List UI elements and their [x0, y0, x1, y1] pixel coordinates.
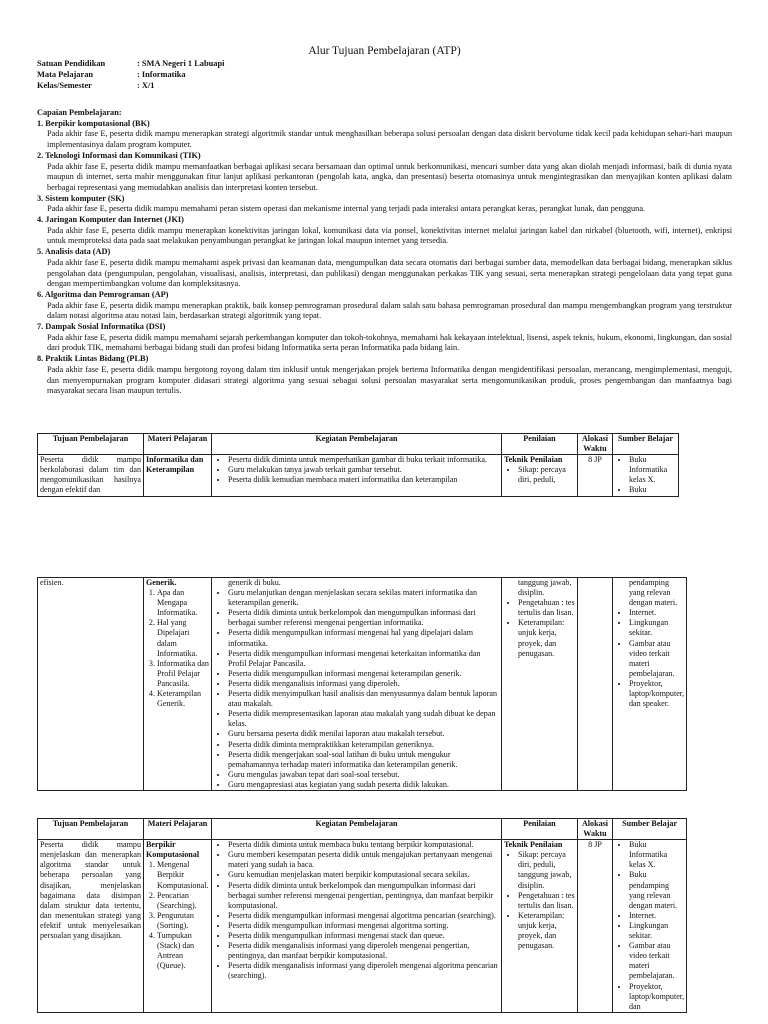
penilaian-heading: Teknik Penilaian [504, 455, 563, 465]
col-header-materi: Materi Pelajaran [144, 434, 212, 455]
list-item: • Peserta didik diminta untuk berkelompok dan mengumpulkan informasi dari berbagai sumber referensi mengenai pengertian informatika. [228, 608, 499, 628]
meta-row [37, 58, 224, 69]
list-item: 2. Pencarian (Searching). [157, 891, 209, 911]
alokasi-cell: 8 JP [578, 455, 613, 496]
list-item: 3. Pengurutan (Sorting). [157, 911, 209, 931]
capaian-item-title: 5. Analisis data (AD) [37, 247, 111, 257]
capaian-item-title: 4. Jaringan Komputer dan Internet (JKI) [37, 215, 184, 225]
list-item: • Peserta didik mempresentasikan laporan atau makalah yang sudah dibuat ke depan kelas. [228, 709, 499, 729]
sumber-cell [613, 578, 687, 791]
capaian-item-desc: Pada akhir fase E, peserta didik mampu memahami aspek privasi dan keamanan data, mengumpulkan data secara otomatis dari berbagai sumber data, memodelkan data berbagai bidang, menerapkan siklus pengolahan data (pengumpulan, pengolahan, visualisasi, analisis, interpretasi, dan publikasi) dengan menggunakan perkakas TIK yang sesuai, serta menerapkan strategi pengelolaan data yang tepat guna dengan mempertimbangkan volume dan kompleksitasnya. [47, 257, 732, 289]
tujuan-cell: Peserta didik mampu menjelaskan dan menerapkan algoritma standar untuk beberapa persoalan yang disajikan, menjelaskan bagaimana data disimpan dalam struktur data tertentu, dan menentukan strategi yang efektif untuk menyelesaikan persoalan yang disajikan. [38, 840, 144, 1013]
kegiatan-cell [212, 840, 502, 1013]
penilaian-heading: Teknik Penilaian [504, 840, 563, 850]
list-item: 4. Tumpukan (Stack) dan Antrean (Queue). [157, 931, 209, 971]
capaian-item-title: 8. Praktik Lintas Bidang (PLB) [37, 354, 149, 364]
capaian-item-desc: Pada akhir fase E, peserta didik mampu menerapkan konektivitas jaringan lokal, komunikasi data via ponsel, konektivitas internet melalui jaringan kabel dan nirkabel (bluetooth, wifi, internet), enkripsi untuk memproteksi data pada saat melakukan penyambungan perangkat ke jaringan lokal maupun internet yang tersedia. [47, 225, 732, 246]
meta-label: Kelas/Semester [37, 81, 92, 90]
capaian-item-title: 1. Berpikir komputasional (BK) [37, 118, 150, 128]
materi-heading: Berpikir Komputasional [146, 840, 200, 860]
list-item: • Peserta didik diminta mempraktikkan keterampilan generiknya. [228, 740, 499, 750]
meta-row [37, 69, 224, 80]
list-item: • Keterampilan: unjuk kerja, proyek, dan penugasan. [518, 618, 575, 658]
meta-value: : SMA Negeri 1 Labuapi [137, 59, 225, 68]
meta-label: Mata Pelajaran [37, 70, 94, 79]
list-item: • Peserta didik diminta untuk berkelompok dan mengumpulkan informasi dari berbagai sumber referensi mengenai pengertian, pentingnya, dan manfaat berpikir komputasional. [228, 881, 499, 911]
penilaian-cell [502, 578, 578, 791]
list-item: • Peserta didik menyimpulkan hasil analisis dan menyusunnya dalam bentuk laporan atau makalah. [228, 689, 499, 709]
col-header-tujuan: Tujuan Pembelajaran [38, 819, 144, 840]
list-item: • Peserta didik mengumpulkan informasi mengenai algoritma sorting. [228, 921, 499, 931]
list-item: 1. Mengenal Berpikir Komputasional. [157, 860, 209, 890]
list-item: • Peserta didik mengumpulkan informasi mengenai hal yang dipelajari dalam informatika. [228, 628, 499, 648]
list-item: • Guru memberi kesempatan peserta didik untuk mengajukan pertanyaan mengenai materi yang sudah ia baca. [228, 850, 499, 870]
col-header-penilaian: Penilaian [502, 434, 578, 455]
capaian-item-title: 7. Dampak Sosial Informatika (DSI) [37, 322, 166, 332]
col-header-tujuan: Tujuan Pembelajaran [38, 434, 144, 455]
capaian-item-desc: Pada akhir fase E, peserta didik mampu memahami peran sistem operasi dan mekanisme internal yang terjadi pada interaksi antara perangkat keras, perangkat lunak, dan pengguna. [47, 204, 646, 214]
penilaian-cell [502, 455, 578, 496]
col-header-alokasi: Alokasi Waktu [578, 819, 613, 840]
col-header-materi: Materi Pelajaran [144, 819, 212, 840]
col-header-sumber: Sumber Belajar [613, 434, 679, 455]
col-header-kegiatan: Kegiatan Pembelajaran [212, 819, 502, 840]
list-item: • Guru melanjutkan dengan menjelaskan secara sekilas materi informatika dan keterampilan generik. [228, 588, 499, 608]
col-header-sumber: Sumber Belajar [613, 819, 687, 840]
list-item: • Guru melakukan tanya jawab terkait gambar tersebut. [228, 465, 499, 475]
list-item: • Keterampilan: unjuk kerja, proyek, dan penugasan. [518, 911, 575, 951]
list-item: • Peserta didik mengumpulkan informasi mengenai stack dan queue. [228, 931, 499, 941]
list-item: • Peserta didik mengumpulkan informasi mengenai algoritma pencarian (searching). [228, 911, 499, 921]
meta-value: : X/1 [137, 81, 155, 90]
capaian-item-desc: Pada akhir fase E, peserta didik mampu menerapkan praktik, baik konsep pemrograman prosedural dalam salah satu bahasa pemrograman prosedural dan mampu mengembangkan program yang terstruktur dalam notasi algoritma atau notasi lain, berdasarkan strategi algoritmik yang tepat. [47, 300, 732, 321]
list-item: • Pengetahuan : tes tertulis dan lisan. [518, 891, 575, 911]
sumber-continuation: pendamping yang relevan dengan materi. [629, 578, 678, 608]
list-item: • Pengetahuan : tes tertulis dan lisan. [518, 598, 575, 618]
list-item: • Proyektor, laptop/komputer, dan speaker. [629, 679, 684, 709]
kegiatan-cell [212, 455, 502, 496]
col-header-penilaian: Penilaian [502, 819, 578, 840]
capaian-item-desc: Pada akhir fase E, peserta didik mampu menerapkan strategi algoritmik standar untuk menghasilkan beberapa solusi persoalan dengan data diskrit bervolume tidak kecil pada kehidupan sehari-hari maupun implementasinya dalam program komputer. [47, 129, 732, 150]
capaian-item-desc: Pada akhir fase E, peserta didik mampu bergotong royong dalam tim inklusif untuk mengerjakan projek bertema Informatika dengan mengidentifikasi persoalan, merancang, mengimplementasi, menguji, dan menyempurnakan program komputer didasari strategi algoritma yang sesuai sebagai solusi persoalan masyarakat serta mengomunikasikan produk, proses pengembangan dan manfaatnya bagi masyarakat secara lisan maupun tertulis. [47, 364, 732, 396]
materi-heading: Generik. [146, 578, 177, 587]
sumber-cell [613, 455, 679, 496]
table-header-row [38, 434, 679, 455]
capaian-pembelajaran [37, 108, 732, 397]
meta-label: Satuan Pendidikan [37, 59, 106, 68]
penilaian-cell [502, 840, 578, 1013]
tujuan-cell: Peserta didik mampu berkolaborasi dalam tim dan mengomunikasikan hasilnya dengan efektif dan [38, 455, 144, 496]
list-item: • Sikap: percaya diri, peduli, tanggung jawab, disiplin. [518, 850, 575, 890]
capaian-item-title: 6. Algoritma dan Pemrograman (AP) [37, 289, 169, 299]
list-item: • Peserta didik menganalisis informasi yang diperoleh mengenai algoritma pencarian (searching). [228, 961, 499, 981]
list-item: • Internet. [629, 608, 684, 618]
capaian-item-title: 2. Teknologi Informasi dan Komunikasi (TIK) [37, 150, 201, 160]
document-title: Alur Tujuan Pembelajaran (ATP) [308, 45, 461, 57]
col-header-kegiatan: Kegiatan Pembelajaran [212, 434, 502, 455]
list-item: • Guru kemudian menjelaskan materi berpikir komputasional secara sekilas. [228, 870, 499, 880]
list-item: 3. Informatika dan Profil Pelajar Pancasila. [157, 659, 209, 689]
kegiatan-cell [212, 578, 502, 791]
list-item: • Peserta didik kemudian membaca materi informatika dan keterampilan [228, 475, 499, 485]
table-row [38, 840, 687, 1013]
materi-cell: Informatika dan Keterampilan [144, 455, 212, 496]
list-item: 1. Apa dan Mengapa Informatika. [157, 588, 209, 618]
list-item: • Peserta didik diminta untuk membaca buku tentang berpikir komputasional. [228, 840, 499, 850]
capaian-item-desc: Pada akhir fase E, peserta didik mampu memahami sejarah perkembangan komputer dan tokoh-tokohnya, memahami hak kekayaan intelektual, lisensi, aspek teknis, hukum, ekonomi, lingkungan, dan sosial dari produk TIK, memahami berbagai bidang studi dan profesi bidang Informatika serta peran Informatika pada bidang lain. [47, 332, 732, 353]
list-item: • Guru mengapresiasi atas kegiatan yang sudah peserta didik lakukan. [228, 780, 499, 790]
list-item: • Guru bersama peserta didik menilai laporan atau makalah tersebut. [228, 729, 499, 739]
capaian-heading: Capaian Pembelajaran: [37, 108, 122, 117]
list-item: • Buku Informatika kelas X. [629, 840, 684, 870]
alokasi-cell: 8 JP [578, 840, 613, 1013]
penilaian-continuation: tanggung jawab, disiplin. [518, 578, 572, 598]
tujuan-cell: efisien. [38, 578, 144, 791]
table-row [38, 578, 687, 791]
meta-value: : Informatika [137, 70, 186, 79]
list-item: • Guru mengulas jawaban tepat dari soal-soal tersebut. [228, 770, 499, 780]
kegiatan-continuation: generik di buku. [228, 578, 281, 587]
capaian-item-title: 3. Sistem komputer (SK) [37, 193, 125, 203]
atp-table-2 [37, 577, 687, 791]
meta-row [37, 80, 224, 91]
table-row [38, 455, 679, 496]
list-item: • Sikap: percaya diri, peduli, [518, 465, 575, 485]
list-item: • Internet. [629, 911, 684, 921]
list-item: • Lingkungan sekitar. [629, 921, 684, 941]
list-item: • Peserta didik mengumpulkan informasi mengenai keterampilan generik. [228, 669, 499, 679]
list-item: • Peserta didik mengerjakan soal-soal latihan di buku untuk mengukur pemahamannya terhadap materi informatika dan keterampilan generik. [228, 750, 499, 770]
list-item: • Buku pendamping yang relevan dengan materi. [629, 870, 684, 910]
atp-table-1 [37, 433, 679, 497]
list-item: 2. Hal yang Dipelajari dalam Informatika. [157, 618, 209, 658]
list-item: • Peserta didik menganalisis informasi yang diperoleh. [228, 679, 499, 689]
list-item: • Buku Informatika kelas X. [629, 455, 676, 485]
atp-table-3 [37, 818, 687, 1013]
table-header-row [38, 819, 687, 840]
materi-cell [144, 840, 212, 1013]
list-item: • Gambar atau video terkait materi pembelajaran. [629, 639, 684, 679]
sumber-cell [613, 840, 687, 1013]
list-item: • Gambar atau video terkait materi pembelajaran. [629, 941, 684, 981]
alokasi-cell [578, 578, 613, 791]
list-item: 4. Keterampilan Generik. [157, 689, 209, 709]
list-item: • Lingkungan sekitar. [629, 618, 684, 638]
list-item: • Peserta didik mengumpulkan informasi mengenai keterkaitan informatika dan Profil Pelajar Pancasila. [228, 649, 499, 669]
list-item: • Buku [629, 485, 676, 495]
materi-cell [144, 578, 212, 791]
list-item: • Peserta didik diminta untuk memperhatikan gambar di buku terkait informatika. [228, 455, 499, 465]
capaian-item-desc: Pada akhir fase E, peserta didik mampu memanfaatkan berbagai aplikasi secara bersamaan dan optimal untuk berkomunikasi, mencari sumber data yang akan diolah menjadi informasi, baik di dunia nyata maupun di internet, serta mahir menggunakan fitur lanjut aplikasi perkantoran (pengolah kata, angka, dan presentasi) beserta otomasinya untuk mengintegrasikan dan menyajikan konten aplikasi dalam berbagai representasi yang memudahkan analisis dan interpretasi konten tersebut. [47, 161, 732, 192]
identity-block [37, 58, 224, 91]
col-header-alokasi: Alokasi Waktu [578, 434, 613, 455]
list-item: • Proyektor, laptop/komputer, dan [629, 982, 684, 1012]
list-item: • Peserta didik menganalisis informasi yang diperoleh mengenai pengertian, pentingnya, dan manfaat berpikir komputasional. [228, 941, 499, 961]
